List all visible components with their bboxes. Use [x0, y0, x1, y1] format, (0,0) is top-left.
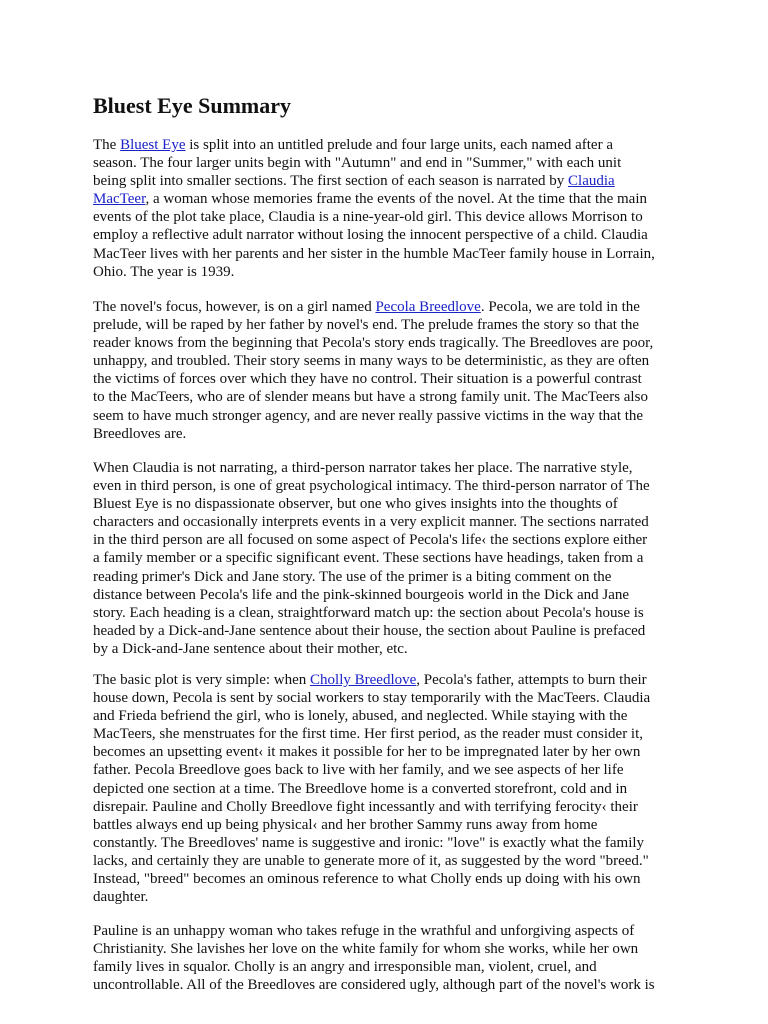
text-segment: headed by a Dick-and-Jane sentence about their house, the section about Pauline is prefaced: [93, 622, 646, 639]
text-segment: and Frieda befriend the girl, who is lonely, abused, and neglected. While staying with the: [93, 708, 628, 725]
text-line: [93, 154, 693, 172]
text-segment: is split into an untitled prelude and four large units, each named after a: [185, 137, 613, 153]
text-line: [93, 604, 693, 622]
text-line: [93, 245, 693, 263]
text-segment: events of the plot take place, Claudia is a nine-year-old girl. This device allows Morrison to: [93, 209, 643, 226]
text-line: [93, 352, 693, 370]
text-segment: unhappy, and troubled. Their story seems in many ways to be deterministic, as they are often: [93, 353, 650, 370]
text-segment: depicted one section at a time. The Breedlove home is a converted storefront, cold and in: [93, 780, 628, 797]
text-line: [93, 888, 693, 906]
text-segment: Instead, "breed" becomes an ominous reference to what Cholly ends up doing with his own: [93, 871, 641, 888]
text-segment: MacTeer lives with her parents and her sister in the humble MacTeer family house in Lorrain,: [93, 245, 655, 262]
hyperlink[interactable]: Pecola Breedlove: [375, 299, 481, 315]
text-segment: story. Each heading is a clean, straightforward match up: the section about Pecola's house is: [93, 604, 644, 621]
text-segment: daughter.: [93, 889, 149, 906]
text-line: [93, 922, 693, 940]
text-segment: employ a reflective adult narrator without losing the innocent perspective of a child. Claudia: [93, 227, 648, 244]
text-line: [93, 190, 693, 208]
text-segment: battles always end up being physical‹ and her brother Sammy runs away from home: [93, 816, 598, 833]
text-line: [93, 388, 693, 406]
text-segment: distance between Pecola's life and the pink-skinned bourgeois world in the Dick and Jane: [93, 586, 630, 603]
text-line: [93, 477, 693, 495]
text-segment: Ohio. The year is 1939.: [93, 263, 235, 280]
text-segment: being split into smaller sections. The first section of each season is narrated by: [93, 173, 569, 190]
text-line: [93, 316, 693, 334]
text-segment: MacTeers, she menstruates for the first time. Her first period, as the reader must consider it,: [93, 726, 644, 743]
text-line: [93, 798, 693, 816]
text-segment: in the third person are all focused on some aspect of Pecola's life‹ the sections explore either: [93, 532, 648, 549]
text-line: [93, 136, 693, 154]
text-segment: characters and occasionally interprets events in a very explicit manner. The sections narrated: [93, 514, 649, 531]
text-line: [93, 725, 693, 743]
text-line: [93, 531, 693, 549]
text-segment: father. Pecola Breedlove goes back to live with her family, and we see aspects of her life: [93, 762, 624, 779]
text-segment: by a Dick-and-Jane sentence about their mother, etc.: [93, 640, 408, 657]
text-line: [93, 640, 693, 658]
text-line: [93, 226, 693, 244]
text-segment: house down, Pecola is sent by social workers to stay temporarily with the MacTeers. Claudia: [93, 690, 651, 707]
text-line: [93, 976, 693, 994]
text-segment: even in third person, is one of great psychological intimacy. The third-person narrator of The: [93, 478, 650, 495]
text-line: [93, 852, 693, 870]
text-segment: The: [93, 137, 121, 153]
text-segment: prelude, will be raped by her father by novel's end. The prelude frames the story so that the: [93, 317, 639, 334]
hyperlink[interactable]: Bluest Eye: [120, 137, 186, 153]
text-line: [93, 707, 693, 725]
text-line: [93, 671, 693, 689]
text-segment: to the MacTeers, who are of slender means but have a strong family unit. The MacTeers also: [93, 389, 648, 406]
text-line: [93, 622, 693, 640]
text-line: [93, 958, 693, 976]
text-segment: a family member or a specific significant event. These sections have headings, taken from a: [93, 550, 644, 567]
text-segment: lacks, and certainly they are unable to generate more of it, as suggested by the word "breed.": [93, 852, 649, 869]
text-line: [93, 586, 693, 604]
text-line: [93, 940, 693, 958]
text-line: [93, 208, 693, 226]
hyperlink[interactable]: MacTeer: [93, 191, 146, 208]
paragraph-5: [93, 922, 693, 994]
paragraph-4: [93, 671, 693, 906]
text-line: [93, 761, 693, 779]
text-line: [93, 459, 693, 477]
text-segment: the victims of forces over which they have no control. Their situation is a powerful contrast: [93, 371, 642, 388]
text-segment: family lives in squalor. Cholly is an angry and irresponsible man, violent, cruel, and: [93, 959, 597, 976]
text-segment: constantly. The Breedloves' name is suggestive and ironic: "love" is exactly what the family: [93, 834, 645, 851]
text-segment: becomes an upsetting event‹ it makes it possible for her to be impregnated later by her own: [93, 744, 641, 761]
hyperlink[interactable]: Claudia: [568, 173, 615, 190]
text-segment: Christianity. She lavishes her love on the white family for whom she works, while her own: [93, 941, 639, 958]
text-segment: When Claudia is not narrating, a third-person narrator takes her place. The narrative style,: [93, 460, 633, 476]
text-line: [93, 513, 693, 531]
text-line: [93, 370, 693, 388]
text-segment: The novel's focus, however, is on a girl named: [93, 299, 376, 315]
text-segment: Pauline is an unhappy woman who takes refuge in the wrathful and unforgiving aspects of: [93, 923, 635, 939]
text-line: [93, 689, 693, 707]
text-segment: . Pecola, we are told in the: [480, 299, 640, 315]
text-segment: disrepair. Pauline and Cholly Breedlove fight incessantly and with terrifying ferocity‹ their: [93, 798, 638, 815]
text-line: [93, 263, 693, 281]
paragraph-2: [93, 298, 693, 443]
text-line: [93, 549, 693, 567]
text-line: [93, 870, 693, 888]
paragraph-3: [93, 459, 693, 658]
page-title: Bluest Eye Summary: [93, 93, 291, 118]
text-segment: , a woman whose memories frame the events of the novel. At the time that the main: [145, 191, 648, 208]
text-segment: reading primer's Dick and Jane story. The use of the primer is a biting comment on the: [93, 568, 612, 585]
text-line: [93, 425, 693, 443]
text-segment: The basic plot is very simple: when: [93, 672, 311, 688]
text-line: [93, 407, 693, 425]
paragraph-1: [93, 136, 693, 281]
text-line: [93, 495, 693, 513]
text-line: [93, 298, 693, 316]
text-segment: , Pecola's father, attempts to burn their: [416, 672, 647, 688]
text-line: [93, 834, 693, 852]
text-line: [93, 334, 693, 352]
text-segment: Breedloves are.: [93, 425, 187, 442]
text-segment: seem to have much stronger agency, and are never really passive victims in the way that the: [93, 407, 644, 424]
text-segment: uncontrollable. All of the Breedloves are considered ugly, although part of the novel's work is: [93, 977, 655, 994]
text-segment: Bluest Eye is no dispassionate observer, but one who gives insights into the thoughts of: [93, 496, 618, 513]
text-line: [93, 568, 693, 586]
text-line: [93, 780, 693, 798]
text-line: [93, 172, 693, 190]
text-segment: reader knows from the beginning that Pecola's story ends tragically. The Breedloves are poor,: [93, 335, 654, 352]
text-line: [93, 743, 693, 761]
hyperlink[interactable]: Cholly Breedlove: [310, 672, 417, 688]
text-line: [93, 816, 693, 834]
text-segment: season. The four larger units begin with "Autumn" and end in "Summer," with each unit: [93, 155, 622, 172]
